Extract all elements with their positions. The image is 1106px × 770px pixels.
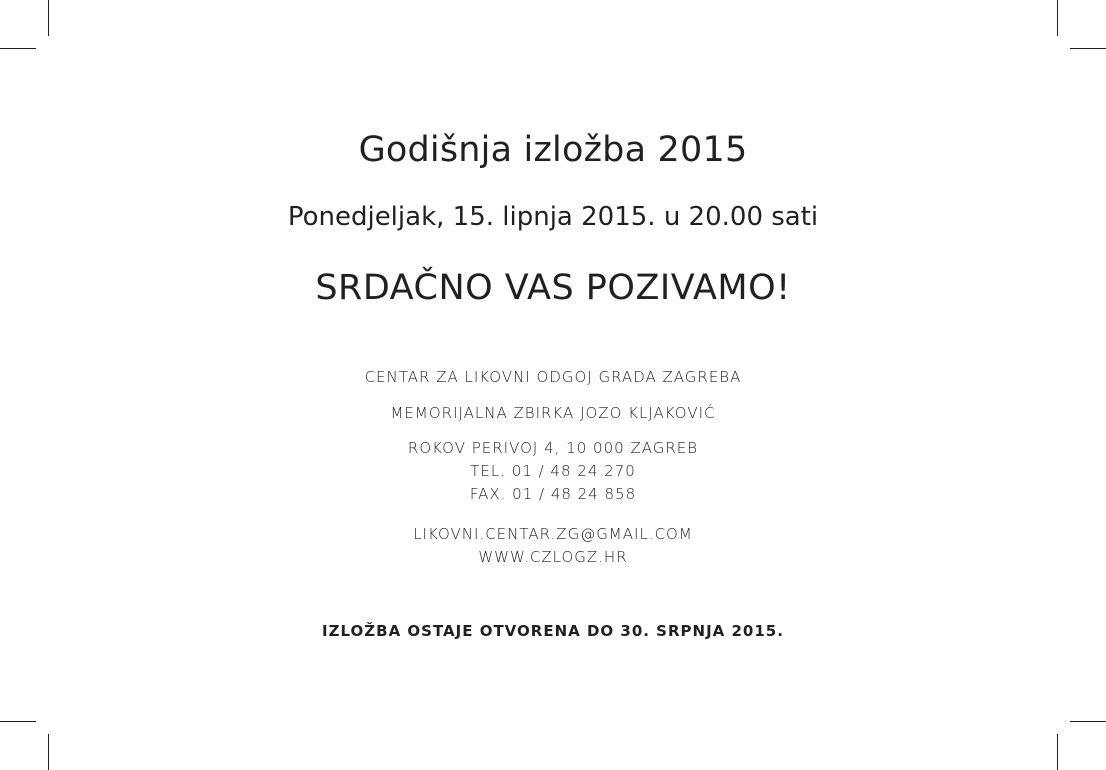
website-link[interactable]: WWW.CZLOGZ.HR: [478, 548, 628, 566]
crop-mark-top-left-horizontal: [0, 48, 36, 49]
organization-name: CENTAR ZA LIKOVNI ODGOJ GRADA ZAGREBA: [364, 368, 742, 386]
crop-mark-bottom-right-horizontal: [1070, 721, 1106, 722]
fax: FAX. 01 / 48 24 858: [469, 485, 637, 503]
phone: TEL. 01 / 48 24 270: [470, 462, 636, 480]
email-link[interactable]: LIKOVNI.CENTAR.ZG@GMAIL.COM: [413, 525, 693, 543]
event-date: Ponedjeljak, 15. lipnja 2015. u 20.00 sati: [287, 202, 819, 232]
crop-mark-bottom-right-vertical: [1057, 734, 1058, 770]
closing-note: IZLOŽBA OSTAJE OTVORENA DO 30. SRPNJA 2015.: [322, 622, 784, 640]
crop-mark-bottom-left-horizontal: [0, 721, 36, 722]
crop-mark-top-right-vertical: [1057, 0, 1058, 36]
invitation-title: Godišnja izložba 2015: [358, 130, 748, 170]
crop-mark-bottom-left-vertical: [48, 734, 49, 770]
collection-name: MEMORIJALNA ZBIRKA JOZO KLJAKOVIĆ: [390, 404, 716, 422]
crop-mark-top-left-vertical: [48, 0, 49, 36]
invitation-heading: SRDAČNO VAS POZIVAMO!: [315, 268, 791, 308]
address: ROKOV PERIVOJ 4, 10 000 ZAGREB: [407, 439, 699, 457]
crop-mark-top-right-horizontal: [1070, 48, 1106, 49]
